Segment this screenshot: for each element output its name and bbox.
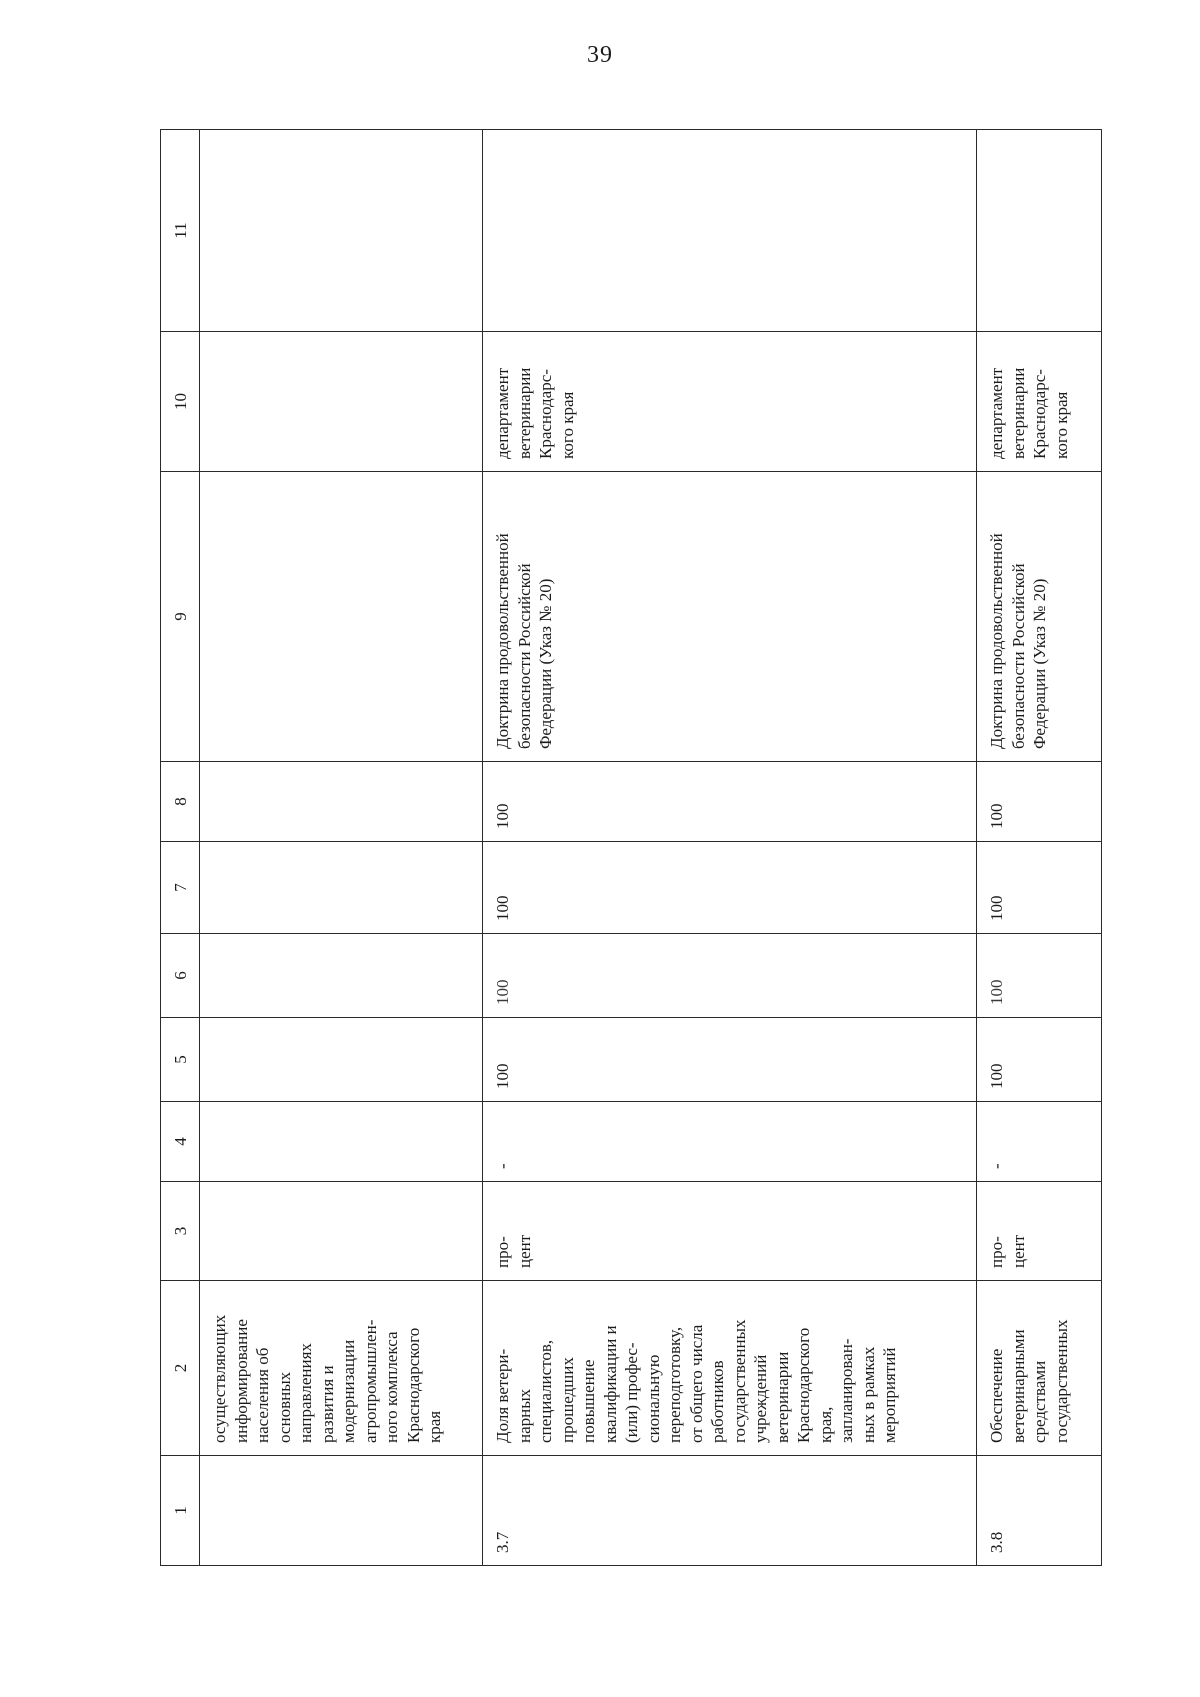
value-cell: 100 xyxy=(977,842,1102,934)
table-row xyxy=(483,130,977,1566)
indicator-name: Обеспечение ветеринарными средствами государственных xyxy=(977,1281,1102,1456)
column-number: 4 xyxy=(161,1102,200,1182)
value-cell: 100 xyxy=(483,934,977,1018)
row-id xyxy=(200,1456,483,1566)
table-row xyxy=(200,130,483,1566)
indicators-table xyxy=(160,129,1102,1566)
basis-cell: Доктрина продовольственной безопасности Российской Федерации (Указ № 20) xyxy=(483,472,977,762)
notes-cell xyxy=(200,130,483,332)
column-number: 6 xyxy=(161,934,200,1018)
column-number: 3 xyxy=(161,1182,200,1281)
value-cell: - xyxy=(483,1102,977,1182)
indicator-name: осуществляющих информирование населения об основных направлениях развития и модернизации агропромышлен- ного комплекса Краснодарского края xyxy=(200,1281,483,1456)
column-number: 8 xyxy=(161,762,200,842)
value-cell: - xyxy=(977,1102,1102,1182)
basis-cell: Доктрина продовольственной безопасности Российской Федерации (Указ № 20) xyxy=(977,472,1102,762)
notes-cell xyxy=(977,130,1102,332)
value-cell xyxy=(200,1102,483,1182)
column-number: 2 xyxy=(161,1281,200,1456)
value-cell: 100 xyxy=(483,842,977,934)
column-number: 5 xyxy=(161,1018,200,1102)
unit-cell: про- цент xyxy=(483,1182,977,1281)
table-frame xyxy=(160,130,1160,1566)
row-id: 3.7 xyxy=(483,1456,977,1566)
page-number: 39 xyxy=(587,42,613,68)
executor-cell: департамент ветеринарии Краснодарс- кого края xyxy=(977,332,1102,472)
basis-cell xyxy=(200,472,483,762)
value-cell: 100 xyxy=(977,934,1102,1018)
notes-cell xyxy=(483,130,977,332)
column-number: 7 xyxy=(161,842,200,934)
value-cell xyxy=(200,934,483,1018)
value-cell xyxy=(200,762,483,842)
unit-cell xyxy=(200,1182,483,1281)
executor-cell: департамент ветеринарии Краснодарс- кого края xyxy=(483,332,977,472)
executor-cell xyxy=(200,332,483,472)
column-number-row xyxy=(161,130,200,1566)
rotated-table-wrapper xyxy=(160,130,1160,1566)
value-cell xyxy=(200,842,483,934)
unit-cell: про- цент xyxy=(977,1182,1102,1281)
column-number: 9 xyxy=(161,472,200,762)
column-number: 10 xyxy=(161,332,200,472)
value-cell xyxy=(200,1018,483,1102)
value-cell: 100 xyxy=(977,1018,1102,1102)
row-id: 3.8 xyxy=(977,1456,1102,1566)
column-number: 11 xyxy=(161,130,200,332)
value-cell: 100 xyxy=(483,762,977,842)
value-cell: 100 xyxy=(977,762,1102,842)
column-number: 1 xyxy=(161,1456,200,1566)
value-cell: 100 xyxy=(483,1018,977,1102)
indicator-name: Доля ветери- нарных специалистов, прошедших повышение квалификации и (или) профес- сиональную переподготовку, от общего числа работников государственных учреждений ветеринарии Краснодарского края, запланирован- ных в рамках мероприятий xyxy=(483,1281,977,1456)
table-row xyxy=(977,130,1102,1566)
